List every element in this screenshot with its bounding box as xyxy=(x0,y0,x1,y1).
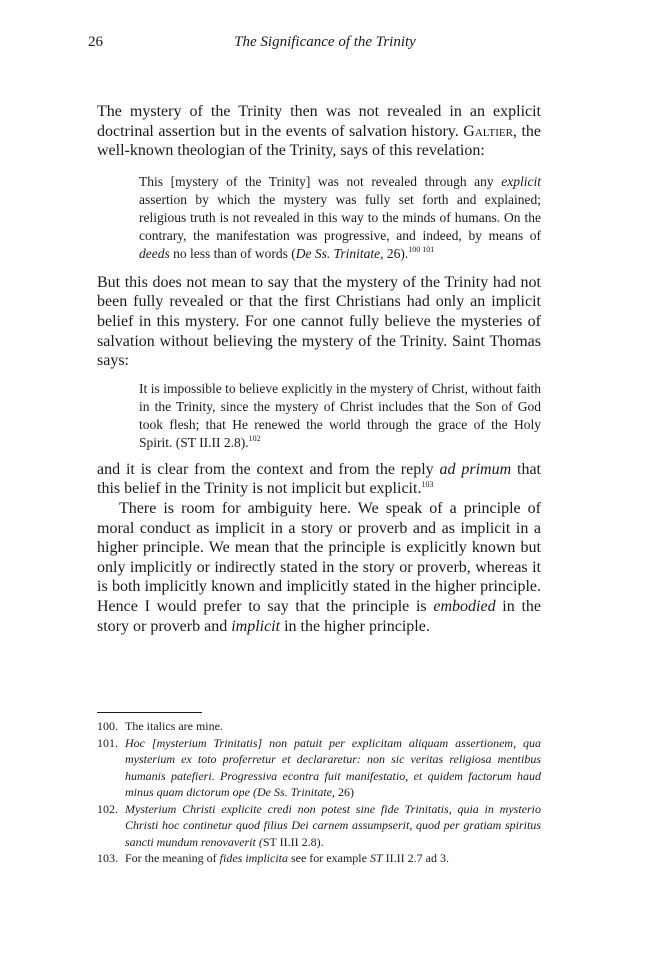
footnote-ref: 100 101 xyxy=(408,244,435,254)
paragraph-4: There is room for ambiguity here. We speak of a principle of moral conduct as implicit in a story or proverb and as implicit in a higher principle. We mean that the principle is explicitly known but only implicitly or indirectly stated in the story or proverb, whereas it is both implicitly known and implicitly stated in the higher principle. Hence I would prefer to say that the principle is embodied in the story or proverb and implicit in the higher principle. xyxy=(97,499,541,635)
footnote-ref: 102 xyxy=(248,433,261,443)
footnote-101: 101. Hoc [mysterium Trinitatis] non patuit per explicitam aliquam assertionem, qua mysterium ex toto proferretur et declararetur: non sic veritas religiosa mentibus humanis patefieri. Progressiva econtra fuit manifestatio, et quidem factorum haud minus quam dictorum ope (De Ss. Trinitate, 26) xyxy=(97,735,541,799)
block-quote-1: This [mystery of the Trinity] was not revealed through any explicit assertion by which the mystery was fully set forth and explained; religious truth is not revealed in this way to the minds of humans. On the contrary, the manifestation was progressive, and indeed, by means of deeds no less than of words (De Ss. Trinitate, 26).$^{100 101}$ xyxy=(139,173,541,261)
footnote-100: 100. The italics are mine. xyxy=(97,719,223,733)
running-title: The Significance of the Trinity xyxy=(234,34,416,50)
page-header xyxy=(0,34,650,58)
author-name: Galtier xyxy=(463,122,513,140)
footnote-102: 102. Mysterium Christi explicite credi non potest sine fide Trinitatis, quia in mysterio Christi hoc continetur quod filius Dei carnem assumpserit, quod per gratiam spiritus sancti mundum renovaverit (ST II.II 2.8). xyxy=(97,801,541,849)
footnote-divider xyxy=(97,712,202,713)
footnote-103: 103. For the meaning of fides implicita see for example ST II.II 2.7 ad 3. xyxy=(97,851,449,865)
paragraph-1: The mystery of the Trinity then was not revealed in an explicit doctrinal assertion but in the events of salvation history. Galtier, the well-known theologian of the Trinity, says of this revelation: xyxy=(97,103,541,160)
block-quote-2: It is impossible to believe explicitly in the mystery of Christ, without faith in the Trinity, since the mystery of Christ includes that the Son of God took flesh; that He renewed the world through the grace of the Holy Spirit. (ST II.II 2.8).$^{102}$ xyxy=(139,380,541,450)
footnotes xyxy=(97,718,541,867)
page-number: 26 xyxy=(88,34,103,50)
paragraph-3: and it is clear from the context and from the reply ad primum that this belief in the Trinity is not implicit but explicit.$^{103}$ xyxy=(97,460,542,498)
paragraph-2: But this does not mean to say that the mystery of the Trinity had not been fully revealed or that the first Christians had only an implicit belief in this mystery. For one cannot fully believe the mysteries of salvation without believing the mystery of the Trinity. Saint Thomas says: xyxy=(97,273,541,370)
main-text xyxy=(97,102,541,636)
footnote-ref: 103 xyxy=(421,480,434,490)
